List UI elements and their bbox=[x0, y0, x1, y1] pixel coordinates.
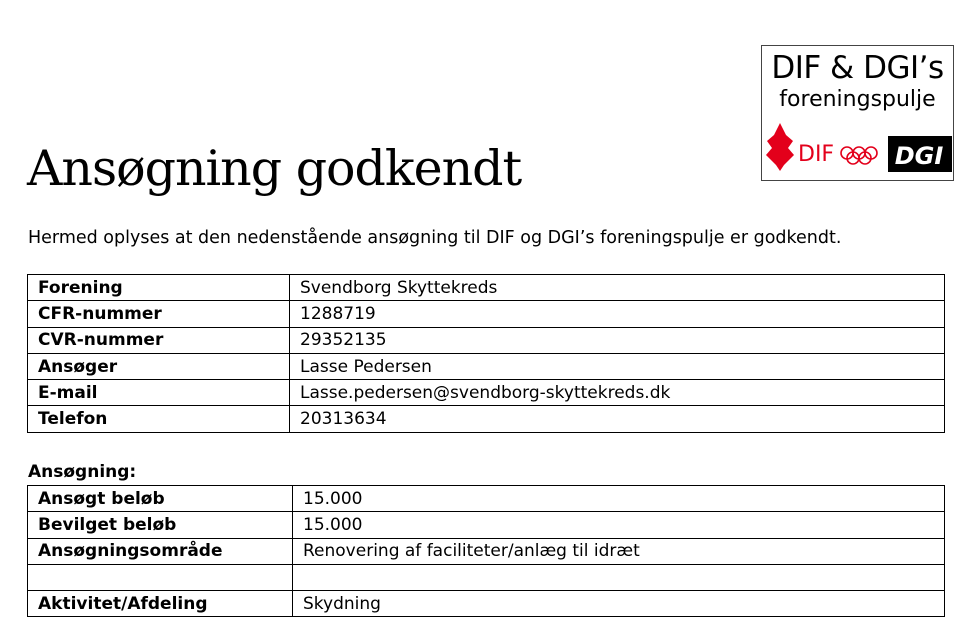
row-value: Renovering af faciliteter/anlæg til idræt bbox=[293, 538, 945, 564]
row-value: 20313634 bbox=[290, 406, 945, 432]
application-heading: Ansøgning: bbox=[28, 462, 137, 482]
applicant-table bbox=[27, 274, 945, 433]
row-label bbox=[28, 564, 293, 590]
dgi-logo-text: DGI bbox=[894, 142, 944, 170]
table-row bbox=[28, 327, 945, 353]
table-row bbox=[28, 486, 945, 512]
logo-subtitle: foreningspulje bbox=[779, 87, 936, 112]
table-row bbox=[28, 275, 945, 301]
row-value: Svendborg Skyttekreds bbox=[290, 275, 945, 301]
row-value: Lasse Pedersen bbox=[290, 353, 945, 379]
row-value: 1288719 bbox=[290, 301, 945, 327]
olympic-rings-icon bbox=[841, 147, 877, 164]
dif-dgi-emblem bbox=[764, 121, 952, 177]
pool-logo bbox=[761, 45, 954, 181]
row-value: 29352135 bbox=[290, 327, 945, 353]
application-table bbox=[27, 485, 945, 617]
logo-title: DIF & DGI’s bbox=[771, 50, 944, 86]
table-row bbox=[28, 591, 945, 617]
intro-text: Hermed oplyses at den nedenstående ansøgning til DIF og DGI’s foreningspulje er godkendt. bbox=[28, 228, 842, 248]
row-label: Ansøger bbox=[28, 353, 290, 379]
table-row bbox=[28, 353, 945, 379]
row-value: Lasse.pedersen@svendborg-skyttekreds.dk bbox=[290, 380, 945, 406]
table-row bbox=[28, 406, 945, 432]
row-value: Skydning bbox=[293, 591, 945, 617]
row-label: CFR-nummer bbox=[28, 301, 290, 327]
row-label: E-mail bbox=[28, 380, 290, 406]
dif-logo-text: DIF bbox=[798, 142, 835, 167]
row-label: Ansøgningsområde bbox=[28, 538, 293, 564]
row-label: Telefon bbox=[28, 406, 290, 432]
table-row bbox=[28, 301, 945, 327]
table-row bbox=[28, 380, 945, 406]
row-label: Bevilget beløb bbox=[28, 512, 293, 538]
row-label: Aktivitet/Afdeling bbox=[28, 591, 293, 617]
row-value: 15.000 bbox=[293, 512, 945, 538]
row-label: Forening bbox=[28, 275, 290, 301]
table-row bbox=[28, 564, 945, 590]
row-label: Ansøgt beløb bbox=[28, 486, 293, 512]
row-value bbox=[293, 564, 945, 590]
row-label: CVR-nummer bbox=[28, 327, 290, 353]
page-title: Ansøgning godkendt bbox=[27, 140, 522, 197]
table-row bbox=[28, 538, 945, 564]
dif-flame-icon bbox=[766, 123, 794, 171]
row-value: 15.000 bbox=[293, 486, 945, 512]
table-row bbox=[28, 512, 945, 538]
